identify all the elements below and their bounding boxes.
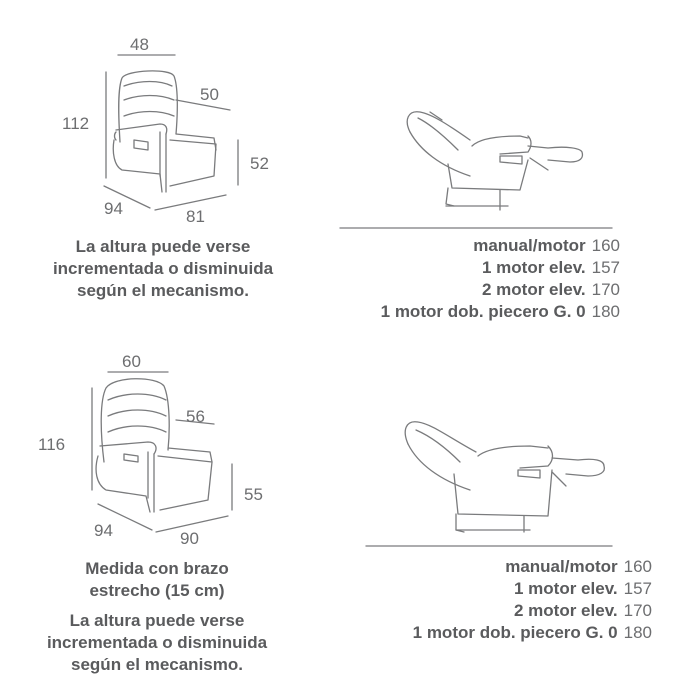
- spec-label: manual/motor: [473, 236, 586, 255]
- note-line: incrementada o disminuida: [46, 633, 268, 652]
- spec-value: 157: [623, 579, 652, 598]
- dim-seat-height: 55: [244, 485, 263, 504]
- spec-value: 170: [591, 280, 620, 299]
- dim-seat-height: 52: [250, 154, 269, 173]
- dim-depth-inner: 56: [186, 407, 205, 426]
- chair-bottom-reclined-drawing: [366, 422, 612, 546]
- note-line: La altura puede verse: [75, 237, 251, 256]
- spec-row: [381, 235, 620, 257]
- dim-height: 116: [38, 435, 66, 454]
- spec-row: [381, 257, 620, 279]
- spec-row: [413, 600, 652, 622]
- dim-front-width: 90: [180, 529, 199, 548]
- chair-bottom-arm-note: [12, 558, 302, 602]
- spec-value: 160: [623, 557, 652, 576]
- dim-height: 112: [62, 114, 90, 133]
- chair-bottom-spec-list: [413, 556, 652, 644]
- spec-label: 2 motor elev.: [482, 280, 586, 299]
- dim-front-width: 81: [186, 207, 205, 226]
- spec-row: [381, 279, 620, 301]
- spec-value: 170: [623, 601, 652, 620]
- dim-side-depth: 94: [94, 521, 113, 540]
- note-line: según el mecanismo.: [77, 281, 249, 300]
- note-line: incrementada o disminuida: [52, 259, 274, 278]
- spec-value: 160: [591, 236, 620, 255]
- chair-top-front-drawing: [104, 55, 238, 210]
- spec-row: [413, 556, 652, 578]
- chair-bottom-front-drawing: [92, 372, 232, 532]
- chair-top-note: [18, 236, 308, 302]
- spec-label: 2 motor elev.: [514, 601, 618, 620]
- spec-label: 1 motor dob. piecero G. 0: [412, 623, 618, 642]
- dim-width: 60: [122, 352, 141, 371]
- note-line: Medida con brazo: [85, 559, 229, 578]
- spec-row: [413, 578, 652, 600]
- note-line: La altura puede verse: [69, 611, 245, 630]
- note-line: estrecho (15 cm): [89, 581, 225, 600]
- spec-value: 157: [591, 258, 620, 277]
- spec-label: 1 motor elev.: [482, 258, 586, 277]
- note-line: según el mecanismo.: [71, 655, 243, 674]
- dim-depth-inner: 50: [200, 85, 219, 104]
- spec-value: 180: [591, 302, 620, 321]
- chair-top-reclined-drawing: [340, 112, 612, 228]
- spec-label: 1 motor elev.: [514, 579, 618, 598]
- spec-label: 1 motor dob. piecero G. 0: [380, 302, 586, 321]
- spec-row: [413, 622, 652, 644]
- spec-row: [381, 301, 620, 323]
- dim-side-depth: 94: [104, 199, 123, 218]
- spec-value: 180: [623, 623, 652, 642]
- chair-top-spec-list: [381, 235, 620, 323]
- chair-bottom-note: [12, 610, 302, 676]
- spec-label: manual/motor: [505, 557, 618, 576]
- dim-width: 48: [130, 35, 149, 54]
